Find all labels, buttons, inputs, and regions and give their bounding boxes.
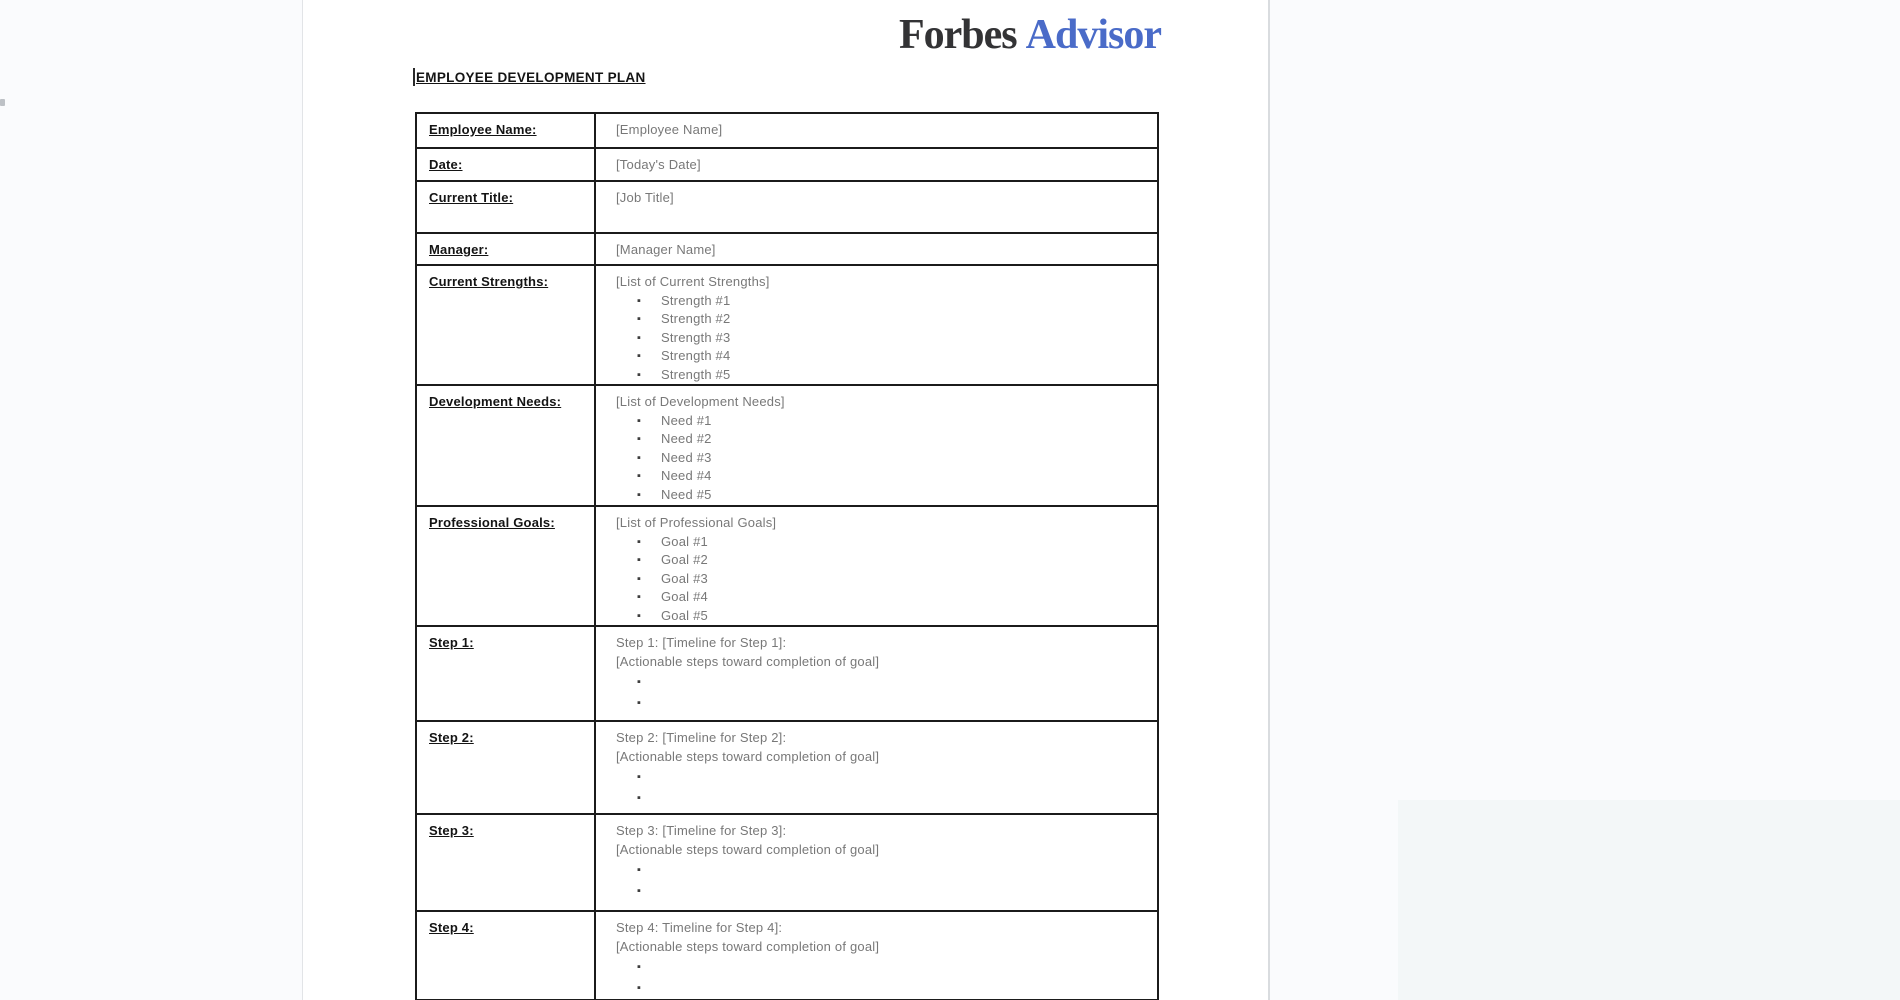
step-timeline-line: Step 4: Timeline for Step 4]: <box>616 920 783 935</box>
row-label: Current Title: <box>429 190 514 205</box>
empty-bullet-list <box>616 859 1145 901</box>
label-cell[interactable] <box>416 148 595 181</box>
row-value: [List of Development Needs] <box>616 394 785 409</box>
row-value: [Employee Name] <box>616 122 723 137</box>
bullet-item[interactable]: ▪ Strength #1 <box>616 292 1145 311</box>
label-cell[interactable] <box>416 181 595 233</box>
step-timeline-line: Step 2: [Timeline for Step 2]: <box>616 730 787 745</box>
row-value: [List of Professional Goals] <box>616 515 777 530</box>
value-cell[interactable] <box>595 626 1158 721</box>
empty-bullet-item[interactable] <box>616 692 1145 713</box>
table-row-date <box>416 148 1158 181</box>
step-timeline-line: Step 1: [Timeline for Step 1]: <box>616 635 787 650</box>
label-cell[interactable] <box>416 911 595 1000</box>
bullet-item[interactable]: ▪ Need #5 <box>616 486 1145 505</box>
table-row-current-title <box>416 181 1158 233</box>
step-actionable-line: [Actionable steps toward completion of goal] <box>616 653 880 669</box>
step-timeline-line: Step 3: [Timeline for Step 3]: <box>616 823 787 838</box>
document-title-wrap <box>416 69 646 87</box>
logo-advisor-text: Advisor <box>1025 12 1162 58</box>
edge-artifact <box>0 99 5 106</box>
value-cell[interactable] <box>595 233 1158 265</box>
empty-bullet-item[interactable] <box>616 766 1145 787</box>
row-label: Manager: <box>429 242 489 257</box>
bullet-item[interactable]: ▪ Goal #4 <box>616 588 1145 607</box>
empty-bullet-list <box>616 956 1145 998</box>
value-cell[interactable] <box>595 721 1158 814</box>
document-page[interactable] <box>302 0 1270 1000</box>
row-label: Step 1: <box>429 635 474 650</box>
corner-tint-region <box>1398 800 1900 1000</box>
text-cursor <box>413 68 415 86</box>
bullet-item[interactable]: ▪ Goal #3 <box>616 570 1145 589</box>
bullet-item[interactable]: ▪ Need #3 <box>616 449 1145 468</box>
value-cell[interactable] <box>595 265 1158 385</box>
row-value: [Manager Name] <box>616 242 716 257</box>
development-plan-table <box>415 112 1159 1000</box>
empty-bullet-item[interactable] <box>616 787 1145 808</box>
label-cell[interactable] <box>416 113 595 148</box>
empty-bullet-item[interactable] <box>616 956 1145 977</box>
table-row-step-2 <box>416 721 1158 814</box>
label-cell[interactable] <box>416 506 595 626</box>
row-label: Employee Name: <box>429 122 537 137</box>
empty-bullet-item[interactable] <box>616 859 1145 880</box>
table-row-step-4 <box>416 911 1158 1000</box>
bullet-list <box>616 412 1145 505</box>
empty-bullet-item[interactable] <box>616 671 1145 692</box>
table-row-current-strengths <box>416 265 1158 385</box>
row-label: Current Strengths: <box>429 274 549 289</box>
row-value: [Job Title] <box>616 190 674 205</box>
empty-bullet-item[interactable] <box>616 977 1145 998</box>
table-row-development-needs <box>416 385 1158 506</box>
row-value: [List of Current Strengths] <box>616 274 770 289</box>
value-cell[interactable] <box>595 113 1158 148</box>
label-cell[interactable] <box>416 233 595 265</box>
forbes-advisor-logo <box>899 12 1161 58</box>
bullet-item[interactable]: ▪ Goal #1 <box>616 533 1145 552</box>
empty-bullet-list <box>616 671 1145 713</box>
bullet-list <box>616 292 1145 385</box>
row-label: Development Needs: <box>429 394 562 409</box>
bullet-item[interactable]: ▪ Need #2 <box>616 430 1145 449</box>
empty-bullet-list <box>616 766 1145 808</box>
step-actionable-line: [Actionable steps toward completion of goal] <box>616 938 880 954</box>
label-cell[interactable] <box>416 814 595 911</box>
logo-forbes-text: Forbes <box>899 12 1017 58</box>
table-row-step-3 <box>416 814 1158 911</box>
table-row-professional-goals <box>416 506 1158 626</box>
bullet-list <box>616 533 1145 626</box>
row-label: Step 2: <box>429 730 474 745</box>
bullet-item[interactable]: ▪ Goal #2 <box>616 551 1145 570</box>
bullet-item[interactable]: ▪ Strength #5 <box>616 366 1145 385</box>
bullet-item[interactable]: ▪ Need #1 <box>616 412 1145 431</box>
table-row-step-1 <box>416 626 1158 721</box>
document-title[interactable]: EMPLOYEE DEVELOPMENT PLAN <box>416 70 646 85</box>
empty-bullet-item[interactable] <box>616 880 1145 901</box>
bullet-item[interactable]: ▪ Strength #3 <box>616 329 1145 348</box>
bullet-item[interactable]: ▪ Goal #5 <box>616 607 1145 626</box>
row-label: Date: <box>429 157 463 172</box>
row-value: [Today's Date] <box>616 157 701 172</box>
row-label: Step 4: <box>429 920 474 935</box>
row-label: Step 3: <box>429 823 474 838</box>
label-cell[interactable] <box>416 265 595 385</box>
table-row-manager <box>416 233 1158 265</box>
bullet-item[interactable]: ▪ Strength #2 <box>616 310 1145 329</box>
value-cell[interactable] <box>595 506 1158 626</box>
row-label: Professional Goals: <box>429 515 555 530</box>
step-actionable-line: [Actionable steps toward completion of goal] <box>616 841 880 857</box>
value-cell[interactable] <box>595 911 1158 1000</box>
value-cell[interactable] <box>595 148 1158 181</box>
step-actionable-line: [Actionable steps toward completion of goal] <box>616 748 880 764</box>
bullet-item[interactable]: ▪ Need #4 <box>616 467 1145 486</box>
value-cell[interactable] <box>595 385 1158 506</box>
bullet-item[interactable]: ▪ Strength #4 <box>616 347 1145 366</box>
value-cell[interactable] <box>595 181 1158 233</box>
label-cell[interactable] <box>416 385 595 506</box>
label-cell[interactable] <box>416 721 595 814</box>
label-cell[interactable] <box>416 626 595 721</box>
value-cell[interactable] <box>595 814 1158 911</box>
table-row-employee-name <box>416 113 1158 148</box>
